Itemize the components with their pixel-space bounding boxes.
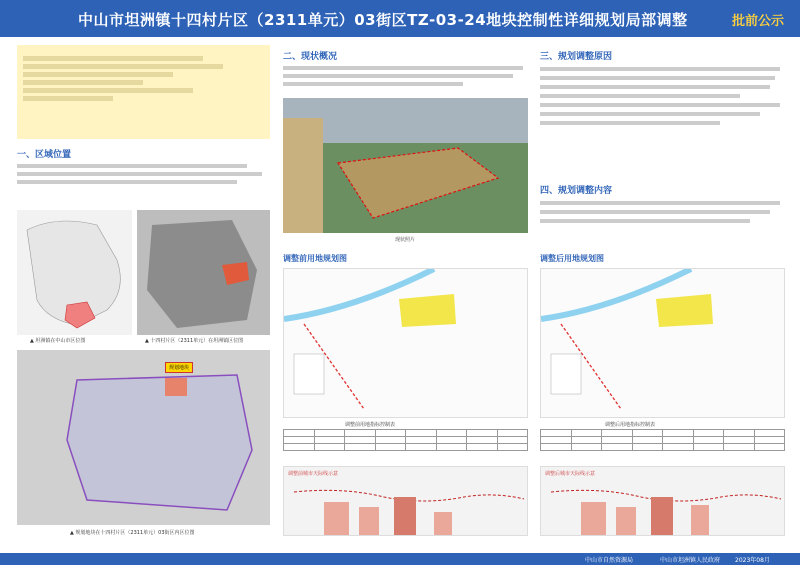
town-map <box>137 210 270 335</box>
after-plan-svg <box>541 269 785 418</box>
after-table <box>540 429 785 451</box>
footer-org2: 中山市坦洲镇人民政府 <box>660 557 721 564</box>
project-info-box <box>17 45 270 139</box>
before-plan-svg <box>284 269 528 418</box>
after-plan-map <box>540 268 785 418</box>
status-text <box>283 62 528 90</box>
city-map <box>17 210 132 335</box>
content-text <box>540 196 785 228</box>
city-map-svg <box>17 210 132 335</box>
section-title-reason: 三、规划调整原因 <box>540 52 613 62</box>
after-table-title: 调整后用地指标控制表 <box>605 422 656 428</box>
status-badge: 批前公示 <box>731 14 784 29</box>
caption-street: ▲ 规划地块在十四村片区（2311单元）03街区内区位图 <box>70 530 195 536</box>
footer-org1: 中山市自然资源局 <box>585 557 634 564</box>
after-skyline-title: 调整后城市天际线示意 <box>545 471 596 477</box>
street-map <box>17 350 270 525</box>
caption-photo: 现状照片 <box>395 237 416 243</box>
page-title: 中山市坦洲镇十四村片区（2311单元）03街区TZ-03-24地块控制性详细规划局部调整 <box>78 11 688 29</box>
after-plan-title: 调整后用地规划图 <box>540 254 604 263</box>
section-title-content: 四、规划调整内容 <box>540 186 613 196</box>
before-table <box>283 429 528 451</box>
reason-text <box>540 62 785 130</box>
town-map-svg <box>137 210 270 335</box>
parcel-after <box>656 294 713 327</box>
before-plan-map <box>283 268 528 418</box>
section-title-location: 一、区域位置 <box>17 150 72 160</box>
caption-city: ▲ 坦洲镇在中山市区位图 <box>30 338 86 344</box>
after-skyline <box>540 466 785 536</box>
street-label: 规划地块 <box>165 362 193 373</box>
section-title-status: 二、现状概况 <box>283 52 338 62</box>
header-bar <box>0 0 800 37</box>
before-skyline <box>283 466 528 536</box>
before-table-title: 调整前用地指标控制表 <box>345 422 396 428</box>
parcel-before <box>399 294 456 327</box>
target-parcel <box>165 378 187 396</box>
street-map-svg <box>17 350 270 525</box>
footer-bar <box>0 553 800 565</box>
before-skyline-svg <box>284 467 528 536</box>
before-skyline-title: 调整前城市天际线示意 <box>288 471 339 477</box>
footer-date: 2023年08月 <box>735 557 770 564</box>
caption-town: ▲ 十四村片区（2311单元）在坦洲镇区位图 <box>145 338 244 344</box>
before-plan-title: 调整前用地规划图 <box>283 254 347 263</box>
location-text <box>17 160 270 188</box>
after-skyline-svg <box>541 467 785 536</box>
site-boundary <box>338 148 498 218</box>
aerial-photo <box>283 98 528 233</box>
aerial-photo-svg <box>283 98 528 233</box>
